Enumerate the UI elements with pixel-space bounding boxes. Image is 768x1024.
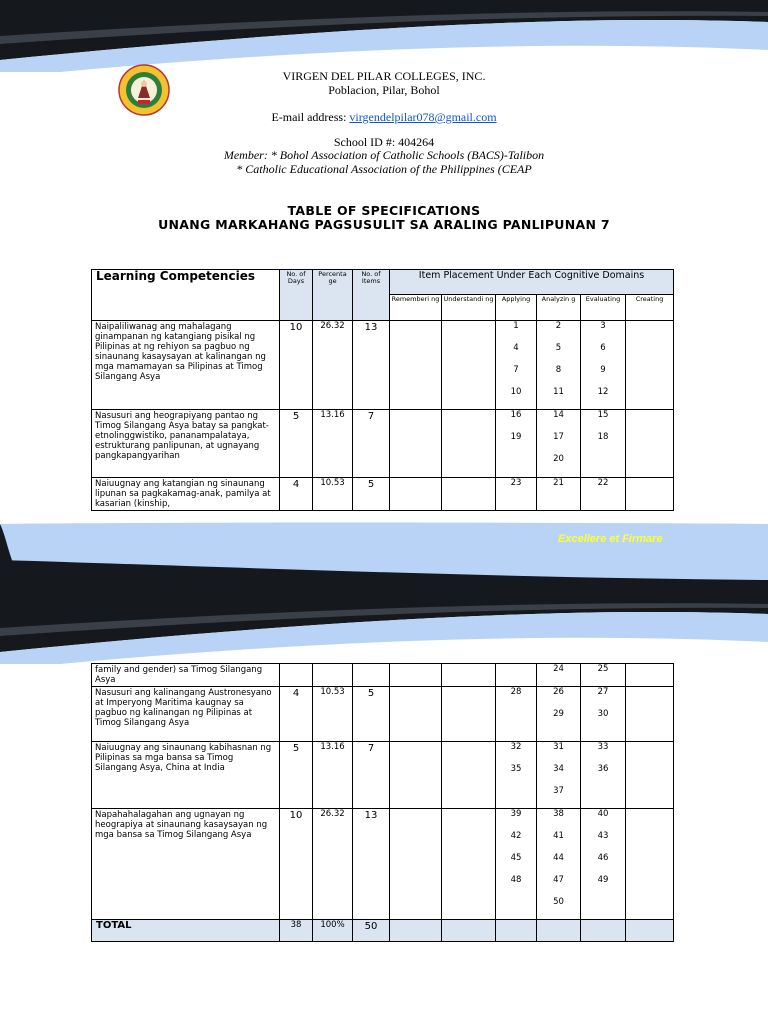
item-number: 26 (553, 687, 564, 697)
percentage-cell: 13.16 (313, 410, 353, 478)
item-number: 44 (553, 853, 564, 863)
analyzing-cell (537, 478, 581, 511)
items-cell: 5 (353, 478, 390, 511)
item-number: 3 (600, 321, 606, 331)
competency-cell: Napahahalagahan ang ugnayan ng heograpiya at sinaunang kasaysayan ng mga bansa sa Timog Silangang Asya (92, 809, 280, 920)
total-applying (496, 920, 537, 942)
footer-banner (0, 520, 768, 592)
competency-cell: Naipaliliwanag ang mahalagang ginampanan ng katangiang pisikal ng Pilipinas at ng rehiyon sa pagbuo ng sinaunang kasaysayan at kalinangan ng mga mamamayan sa Pilipinas at Timog Silangang Asya (92, 321, 280, 410)
email-link[interactable]: virgendelpilar078@gmail.com (349, 110, 497, 124)
applying-cell (496, 321, 537, 410)
item-number: 7 (513, 365, 519, 375)
item-number: 21 (553, 478, 564, 488)
item-number: 12 (597, 387, 609, 397)
doc-title: TABLE OF SPECIFICATIONS (287, 203, 481, 218)
doc-subtitle: UNANG MARKAHANG PAGSUSULIT SA ARALING PANLIPUNAN 7 (158, 217, 610, 232)
item-number: 43 (597, 831, 609, 841)
applying-cell (496, 687, 537, 742)
evaluating-cell (581, 410, 626, 478)
school-name: VIRGEN DEL PILAR COLLEGES, INC. (282, 69, 486, 83)
item-number: 48 (510, 875, 522, 885)
analyzing-cell (537, 410, 581, 478)
school-address: Poblacion, Pilar, Bohol (328, 83, 440, 97)
item-number: 27 (597, 687, 609, 697)
item-number: 23 (510, 478, 522, 488)
understanding-cell (442, 809, 496, 920)
total-row (92, 920, 674, 942)
item-number: 46 (597, 853, 609, 863)
total-percentage: 100% (313, 920, 353, 942)
item-number: 45 (510, 853, 522, 863)
understanding-cell (442, 478, 496, 511)
school-motto: Excellere et Firmare (558, 533, 663, 545)
days-cell: 10 (280, 321, 313, 410)
item-number: 18 (597, 432, 609, 442)
creating-cell (626, 687, 674, 742)
creating-cell (626, 410, 674, 478)
competency-cell: Nasusuri ang heograpiyang pantao ng Timog Silangang Asya batay sa pangkat-etnolinggwistiko, pananampalataya, estrukturang panlipunan, at ugnayang pangkapangyarihan (92, 410, 280, 478)
tos-table-page2 (91, 663, 674, 942)
item-number: 36 (597, 764, 609, 774)
item-number: 39 (510, 809, 522, 819)
item-number: 47 (553, 875, 564, 885)
remembering-cell (390, 664, 442, 687)
item-number: 15 (597, 410, 609, 420)
evaluating-cell (581, 478, 626, 511)
creating-cell (626, 664, 674, 687)
remembering-cell (390, 410, 442, 478)
item-number: 8 (555, 365, 562, 375)
item-number: 38 (553, 809, 564, 819)
top-banner (0, 0, 768, 72)
item-number: 1 (513, 321, 519, 331)
percentage-cell: 26.32 (313, 809, 353, 920)
header-banner-page2 (0, 592, 768, 664)
percentage-cell: 13.16 (313, 742, 353, 809)
items-cell: 7 (353, 410, 390, 478)
competency-cell: family and gender) sa Timog Silangang Asya (92, 664, 280, 687)
table-row (92, 742, 674, 809)
creating-cell (626, 742, 674, 809)
item-number: 11 (553, 387, 564, 397)
header-items: No. of Items (353, 270, 390, 321)
competency-cell: Naiuugnay ang sinaunang kabihasnan ng Pilipinas sa mga bansa sa Timog Silangang Asya, China at India (92, 742, 280, 809)
header-applying: Applying (496, 295, 537, 321)
evaluating-cell (581, 321, 626, 410)
item-number: 16 (510, 410, 522, 420)
creating-cell (626, 321, 674, 410)
evaluating-cell (581, 742, 626, 809)
competency-cell: Nasusuri ang kalinangang Austronesyano at Imperyong Maritima kaugnay sa pagbuo ng kalinangan ng Pilipinas at Timog Silangang Asya (92, 687, 280, 742)
understanding-cell (442, 687, 496, 742)
applying-cell (496, 809, 537, 920)
table-row (92, 478, 674, 511)
percentage-cell: 10.53 (313, 687, 353, 742)
remembering-cell (390, 687, 442, 742)
days-cell: 4 (280, 687, 313, 742)
understanding-cell (442, 664, 496, 687)
item-number: 30 (597, 709, 609, 719)
item-number: 2 (555, 321, 562, 331)
applying-cell (496, 664, 537, 687)
days-cell: 10 (280, 809, 313, 920)
header-competencies: Learning Competencies (92, 270, 280, 321)
email-line (0, 110, 768, 124)
item-number: 41 (553, 831, 564, 841)
days-cell: 4 (280, 478, 313, 511)
days-cell (280, 664, 313, 687)
item-number: 35 (510, 764, 522, 774)
table-row (92, 664, 674, 687)
competency-cell: Naiuugnay ang katangian ng sinaunang lipunan sa pagkakamag-anak, pamilya at kasarian (kinship, (92, 478, 280, 511)
header-placement: Item Placement Under Each Cognitive Domains (390, 270, 674, 295)
school-id: School ID #: 404264 (333, 135, 435, 149)
item-number: 4 (513, 343, 519, 353)
applying-cell (496, 478, 537, 511)
items-cell: 13 (353, 809, 390, 920)
evaluating-cell (581, 664, 626, 687)
header-evaluating: Evaluating (581, 295, 626, 321)
item-number: 9 (600, 365, 606, 375)
table-row (92, 687, 674, 742)
ceap-line: * Catholic Educational Association of the Philippines (CEAP (236, 162, 532, 176)
item-number: 37 (553, 786, 564, 796)
understanding-cell (442, 742, 496, 809)
item-number: 31 (553, 742, 564, 752)
creating-cell (626, 809, 674, 920)
items-cell: 5 (353, 687, 390, 742)
days-cell: 5 (280, 410, 313, 478)
tos-table-page1 (91, 269, 674, 511)
items-cell (353, 664, 390, 687)
percentage-cell: 10.53 (313, 478, 353, 511)
email-label: E-mail address: (271, 110, 350, 124)
item-number: 42 (510, 831, 522, 841)
item-number: 49 (597, 875, 609, 885)
item-number: 40 (597, 809, 609, 819)
percentage-cell: 26.32 (313, 321, 353, 410)
analyzing-cell (537, 321, 581, 410)
remembering-cell (390, 809, 442, 920)
evaluating-cell (581, 809, 626, 920)
total-understanding (442, 920, 496, 942)
total-evaluating (581, 920, 626, 942)
item-number: 24 (553, 664, 564, 674)
header-analyzing: Analyzin g (537, 295, 581, 321)
analyzing-cell (537, 687, 581, 742)
item-number: 33 (597, 742, 609, 752)
total-items: 50 (353, 920, 390, 942)
item-number: 20 (553, 454, 564, 464)
item-number: 34 (553, 764, 564, 774)
applying-cell (496, 742, 537, 809)
item-number: 10 (510, 387, 522, 397)
understanding-cell (442, 410, 496, 478)
header-percentage: Percenta ge (313, 270, 353, 321)
analyzing-cell (537, 742, 581, 809)
remembering-cell (390, 321, 442, 410)
table-row (92, 410, 674, 478)
understanding-cell (442, 321, 496, 410)
header-understanding: Understandi ng (442, 295, 496, 321)
table-row (92, 809, 674, 920)
item-number: 50 (553, 897, 564, 907)
percentage-cell (313, 664, 353, 687)
evaluating-cell (581, 687, 626, 742)
total-analyzing (537, 920, 581, 942)
creating-cell (626, 478, 674, 511)
item-number: 6 (600, 343, 606, 353)
total-remembering (390, 920, 442, 942)
total-creating (626, 920, 674, 942)
item-number: 28 (510, 687, 522, 697)
total-days: 38 (280, 920, 313, 942)
item-number: 19 (510, 432, 522, 442)
applying-cell (496, 410, 537, 478)
remembering-cell (390, 478, 442, 511)
header-remembering: Rememberi ng (390, 295, 442, 321)
analyzing-cell (537, 664, 581, 687)
item-number: 22 (597, 478, 609, 488)
items-cell: 7 (353, 742, 390, 809)
analyzing-cell (537, 809, 581, 920)
table-row (92, 321, 674, 410)
header-creating: Creating (626, 295, 674, 321)
days-cell: 5 (280, 742, 313, 809)
total-label: TOTAL (92, 920, 280, 942)
item-number: 17 (553, 432, 564, 442)
item-number: 5 (555, 343, 562, 353)
item-number: 25 (597, 664, 609, 674)
member-line: Member: * Bohol Association of Catholic Schools (BACS)-Talibon (223, 148, 545, 162)
item-number: 32 (510, 742, 522, 752)
header-days: No. of Days (280, 270, 313, 321)
item-number: 29 (553, 709, 564, 719)
item-number: 14 (553, 410, 564, 420)
remembering-cell (390, 742, 442, 809)
items-cell: 13 (353, 321, 390, 410)
